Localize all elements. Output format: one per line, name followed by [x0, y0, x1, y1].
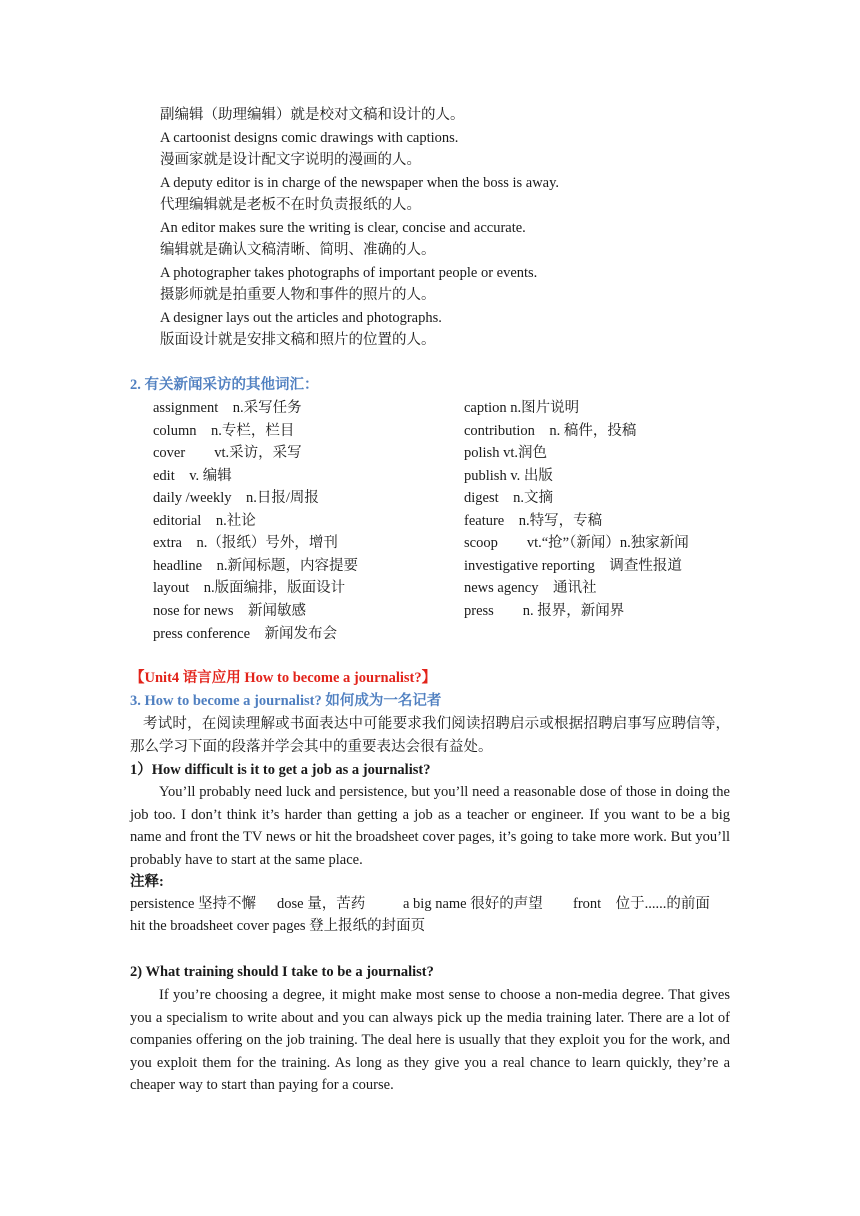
- text-line: 摄影师就是拍重要人物和事件的照片的人。: [160, 287, 436, 303]
- text-line: 版面设计就是安排文稿和照片的位置的人。: [160, 332, 436, 348]
- vocab-item: edit v. 编辑: [153, 468, 232, 484]
- vocab-item: daily /weekly n.日报/周报: [153, 490, 319, 506]
- text-line: A cartoonist designs comic drawings with captions.: [160, 130, 459, 146]
- vocab-item: polish vt.润色: [464, 445, 547, 461]
- text-line: 代理编辑就是老板不在时负责报纸的人。: [160, 197, 421, 213]
- section-heading: 2. 有关新闻采访的其他词汇：: [130, 377, 319, 393]
- question-title: 1）How difficult is it to get a job as a journalist?: [130, 762, 431, 778]
- text-line: An editor makes sure the writing is clear, concise and accurate.: [160, 220, 526, 236]
- note-item: dose 量，苦药: [277, 896, 366, 912]
- text-line: A deputy editor is in charge of the newspaper when the boss is away.: [160, 175, 560, 191]
- note-item: persistence 坚持不懈: [130, 896, 257, 912]
- vocab-item: press n. 报界，新闻界: [464, 603, 625, 619]
- vocab-item: publish v. 出版: [464, 468, 553, 484]
- vocab-item: nose for news 新闻敏感: [153, 603, 307, 619]
- vocab-item: contribution n. 稿件，投稿: [464, 423, 637, 439]
- vocab-item: news agency 通讯社: [464, 580, 597, 596]
- text-line: 编辑就是确认文稿清晰、简明、准确的人。: [160, 242, 436, 258]
- vocab-item: column n.专栏，栏目: [153, 423, 295, 439]
- note-item: front 位于......的前面: [573, 896, 710, 912]
- vocab-item: headline n.新闻标题，内容提要: [153, 558, 358, 574]
- notes-label: 注释:: [130, 874, 164, 890]
- vocab-item: feature n.特写，专稿: [464, 513, 603, 529]
- section-heading: 3. How to become a journalist? 如何成为一名记者: [130, 693, 442, 709]
- question-title: 2) What training should I take to be a journalist?: [130, 964, 434, 980]
- vocab-item: extra n.（报纸）号外，增刊: [153, 535, 338, 551]
- vocab-item: digest n.文摘: [464, 490, 554, 506]
- vocab-item: caption n.图片说明: [464, 400, 580, 416]
- answer-paragraph: If you’re choosing a degree, it might make most sense to choose a non-media degree. That gives you a specialism to write about and you can always pick up the media training later. There are a lot of companies offering on the job training. The deal here is usually that they exploit you for the work, and you exploit them for the training. As long as they give you a real chance to learn quickly, they’re a cheaper way to start than paying for a course.: [130, 987, 730, 1094]
- text-line: 漫画家就是设计配文字说明的漫画的人。: [160, 152, 421, 168]
- note-item: a big name 很好的声望: [403, 896, 543, 912]
- text-line: A designer lays out the articles and photographs.: [160, 310, 442, 326]
- vocab-item: scoop vt.“抢”（新闻）n.独家新闻: [464, 535, 689, 551]
- vocab-item: press conference 新闻发布会: [153, 626, 338, 642]
- vocab-item: investigative reporting 调查性报道: [464, 558, 682, 574]
- vocab-item: layout n.版面编排，版面设计: [153, 580, 346, 596]
- vocab-item: editorial n.社论: [153, 513, 256, 529]
- text-line: A photographer takes photographs of important people or events.: [160, 265, 538, 281]
- answer-paragraph: You’ll probably need luck and persistence, but you’ll need a reasonable dose of those in doing the job too. I don’t think it’s harder than getting a job as a teacher or engineer. If you want to be a big name and front the TV news or hit the broadsheet cover pages, it’s going to take more work. But you’ll probably have to start at the same place.: [130, 784, 730, 868]
- text-line: 副编辑（助理编辑）就是校对文稿和设计的人。: [160, 107, 465, 123]
- vocab-item: cover vt.采访，采写: [153, 445, 302, 461]
- note-item: hit the broadsheet cover pages 登上报纸的封面页: [130, 918, 426, 934]
- unit-title: 【Unit4 语言应用 How to become a journalist?】: [130, 670, 437, 686]
- intro-paragraph: 考试时，在阅读理解或书面表达中可能要求我们阅读招聘启示或根据招聘启事写应聘信等，那么学习下面的段落并学会其中的重要表达会很有益处。: [130, 716, 730, 755]
- vocab-item: assignment n.采写任务: [153, 400, 302, 416]
